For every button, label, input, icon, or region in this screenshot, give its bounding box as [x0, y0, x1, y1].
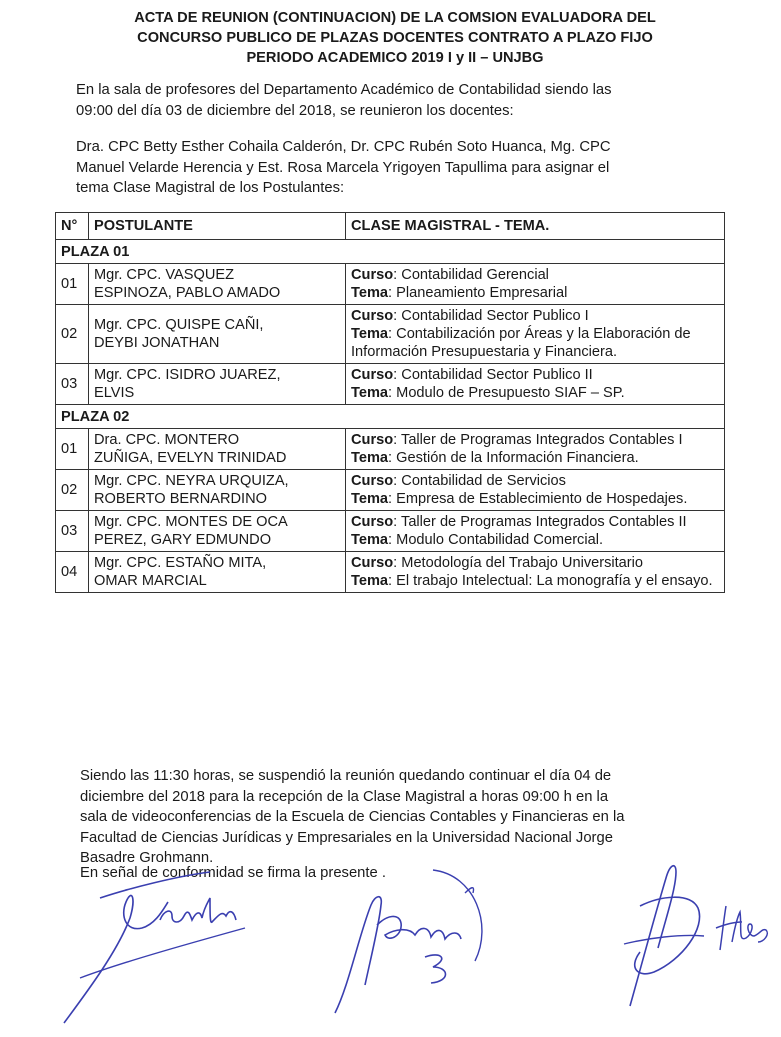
curso-label: Curso — [351, 367, 394, 383]
postulante-name-line: PEREZ, GARY EDMUNDO — [94, 532, 272, 548]
table-row — [56, 552, 725, 593]
intro-paragraph — [76, 80, 716, 121]
table-row — [56, 264, 725, 305]
table-row — [56, 470, 725, 511]
title-line-1: ACTA DE REUNION (CONTINUACION) DE LA COMSION EVALUADORA DEL — [134, 10, 656, 26]
tema-label: Tema — [351, 491, 389, 507]
curso-line — [351, 307, 719, 325]
table-row — [56, 511, 725, 552]
postulante-cell — [89, 429, 346, 470]
tema-label: Tema — [351, 326, 389, 342]
plaza-header-row — [56, 240, 725, 264]
clase-cell — [346, 429, 725, 470]
signature-3 — [610, 848, 710, 1016]
assignments-table — [55, 212, 725, 593]
curso-line — [351, 554, 719, 572]
postulante-cell — [89, 264, 346, 305]
tema-label: Tema — [351, 285, 389, 301]
title-line-2: CONCURSO PUBLICO DE PLAZAS DOCENTES CONTRATO A PLAZO FIJO — [137, 30, 653, 46]
intro-line-2: 09:00 del día 03 de diciembre del 2018, se reunieron los docentes: — [76, 102, 514, 119]
curso-label: Curso — [351, 555, 394, 571]
tema-line — [351, 572, 719, 590]
row-number: 01 — [56, 264, 89, 305]
header-clase: CLASE MAGISTRAL - TEMA. — [346, 213, 725, 240]
postulante-name-line: DEYBI JONATHAN — [94, 335, 220, 351]
clase-cell — [346, 364, 725, 405]
tema-value: : Planeamiento Empresarial — [388, 285, 568, 301]
tema-value: : Empresa de Establecimiento de Hospedajes. — [388, 491, 688, 507]
curso-line — [351, 266, 719, 284]
curso-line — [351, 472, 719, 490]
curso-label: Curso — [351, 473, 394, 489]
members-line-2: Manuel Velarde Herencia y Est. Rosa Marcela Yrigoyen Tapullima para asignar el — [76, 159, 610, 176]
postulante-name-line: ZUÑIGA, EVELYN TRINIDAD — [94, 450, 287, 466]
postulante-name-line: OMAR MARCIAL — [94, 573, 207, 589]
tema-line — [351, 284, 719, 302]
plaza-label: PLAZA 01 — [56, 240, 725, 264]
header-num: N° — [56, 213, 89, 240]
tema-line — [351, 531, 719, 549]
clase-cell — [346, 511, 725, 552]
clase-cell — [346, 470, 725, 511]
plaza-header-row — [56, 405, 725, 429]
members-line-1: Dra. CPC Betty Esther Cohaila Calderón, Dr. CPC Rubén Soto Huanca, Mg. CPC — [76, 139, 611, 155]
postulante-cell — [89, 552, 346, 593]
table-header-row — [56, 213, 725, 240]
signature-1 — [60, 858, 260, 1030]
title-line-3: PERIODO ACADEMICO 2019 I y II – UNJBG — [246, 50, 544, 66]
postulante-name-line: Mgr. CPC. VASQUEZ — [94, 267, 235, 283]
row-number: 03 — [56, 511, 89, 552]
closing-line-5: Basadre Grohmann. — [80, 850, 214, 866]
tema-line — [351, 325, 719, 361]
curso-value: : Contabilidad Gerencial — [393, 267, 549, 283]
members-paragraph — [76, 137, 716, 199]
closing-line-3: sala de videoconferencias de la Escuela de Ciencias Contables y Financieras en la — [80, 809, 625, 825]
postulante-cell — [89, 364, 346, 405]
postulante-name-line: Mgr. CPC. ISIDRO JUAREZ, — [94, 367, 281, 383]
postulante-cell — [89, 470, 346, 511]
curso-label: Curso — [351, 267, 394, 283]
table-row — [56, 305, 725, 364]
curso-value: : Taller de Programas Integrados Contables II — [393, 514, 687, 530]
postulante-name-line: Mgr. CPC. NEYRA URQUIZA, — [94, 473, 289, 489]
closing-line-1: Siendo las 11:30 horas, se suspendió la reunión quedando continuar el día 04 de — [80, 768, 612, 784]
signature-2 — [325, 865, 495, 1033]
table-row — [56, 429, 725, 470]
postulante-name-line: ELVIS — [94, 385, 135, 401]
members-line-3: tema Clase Magistral de los Postulantes: — [76, 180, 345, 196]
postulante-cell — [89, 511, 346, 552]
curso-line — [351, 431, 719, 449]
postulante-name-line: Mgr. CPC. QUISPE CAÑI, — [94, 317, 264, 333]
header-postulante: POSTULANTE — [89, 213, 346, 240]
curso-line — [351, 366, 719, 384]
tema-value: : Contabilización por Áreas y la Elaboración de Información Presupuestaria y Financiera. — [351, 326, 691, 360]
curso-label: Curso — [351, 514, 394, 530]
closing-line-2: diciembre del 2018 para la recepción de la Clase Magistral a horas 09:00 h en la — [80, 788, 609, 805]
tema-line — [351, 384, 719, 402]
table-row — [56, 364, 725, 405]
row-number: 04 — [56, 552, 89, 593]
tema-label: Tema — [351, 385, 389, 401]
closing-line-4: Facultad de Ciencias Jurídicas y Empresariales en la Universidad Nacional Jorge — [80, 829, 613, 846]
curso-label: Curso — [351, 432, 394, 448]
intro-line-1: En la sala de profesores del Departamento Académico de Contabilidad siendo las — [76, 82, 612, 98]
row-number: 02 — [56, 305, 89, 364]
document-title — [70, 8, 720, 68]
curso-value: : Contabilidad Sector Publico II — [393, 367, 593, 383]
curso-label: Curso — [351, 308, 394, 324]
row-number: 03 — [56, 364, 89, 405]
clase-cell — [346, 305, 725, 364]
row-number: 02 — [56, 470, 89, 511]
sign-line: En señal de conformidad se firma la presente . — [80, 865, 386, 881]
curso-value: : Taller de Programas Integrados Contables I — [393, 432, 683, 448]
tema-value: : Modulo de Presupuesto SIAF – SP. — [388, 385, 625, 401]
postulante-name-line: ESPINOZA, PABLO AMADO — [94, 285, 281, 301]
postulante-cell — [89, 305, 346, 364]
curso-value: : Metodología del Trabajo Universitario — [393, 555, 644, 571]
curso-value: : Contabilidad de Servicios — [393, 473, 566, 489]
postulante-name-line: Dra. CPC. MONTERO — [94, 432, 240, 448]
tema-line — [351, 449, 719, 467]
plaza-label: PLAZA 02 — [56, 405, 725, 429]
tema-label: Tema — [351, 450, 389, 466]
postulante-name-line: Mgr. CPC. MONTES DE OCA — [94, 514, 288, 530]
tema-label: Tema — [351, 573, 389, 589]
clase-cell — [346, 264, 725, 305]
curso-value: : Contabilidad Sector Publico I — [393, 308, 589, 324]
row-number: 01 — [56, 429, 89, 470]
table-body — [56, 240, 725, 593]
tema-line — [351, 490, 719, 508]
curso-line — [351, 513, 719, 531]
signature-4 — [712, 898, 776, 958]
tema-value: : El trabajo Intelectual: La monografía y el ensayo. — [388, 573, 713, 589]
postulante-name-line: ROBERTO BERNARDINO — [94, 491, 267, 507]
tema-value: : Modulo Contabilidad Comercial. — [388, 532, 604, 548]
tema-label: Tema — [351, 532, 389, 548]
clase-cell — [346, 552, 725, 593]
postulante-name-line: Mgr. CPC. ESTAÑO MITA, — [94, 555, 267, 571]
tema-value: : Gestión de la Información Financiera. — [388, 450, 639, 466]
